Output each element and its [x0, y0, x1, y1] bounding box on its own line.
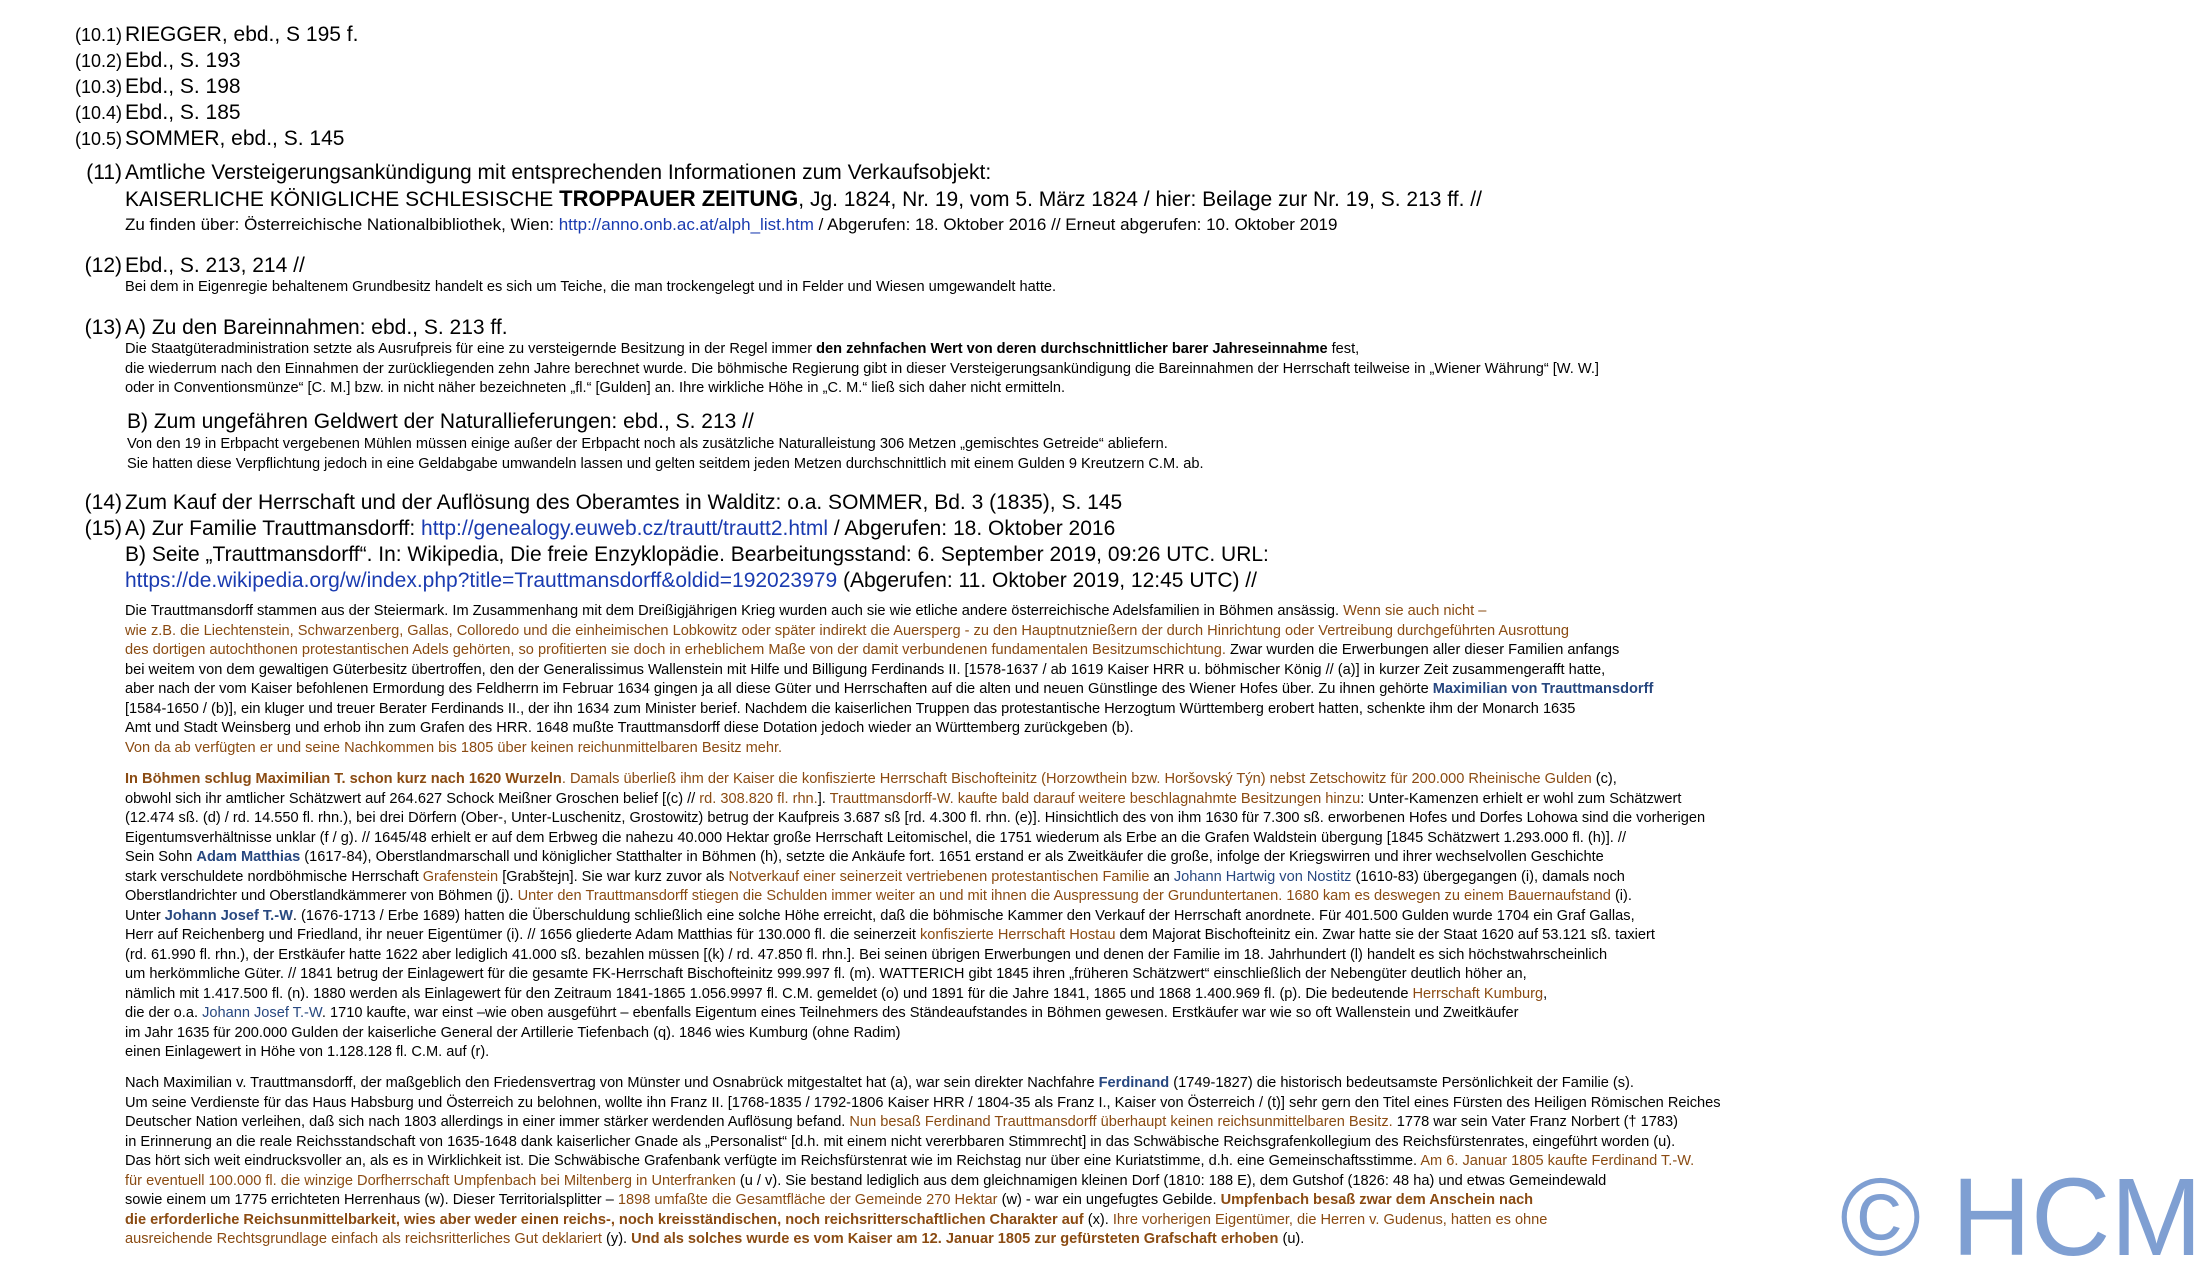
text-segment: Deutscher Nation verleihen, daß sich nach 1803 allerdings in einer immer stärker werdenden Auflösung befand.	[125, 1114, 850, 1130]
text-segment: Sein Sohn	[125, 849, 197, 865]
text-segment: ].	[817, 790, 830, 807]
text-segment: konfiszierte Herrschaft Hostau	[919, 927, 1116, 943]
text-segment: Notverkauf einer seinerzeit vertriebenen protestantischen Familie	[728, 868, 1150, 885]
text-segment: Nun besaß Ferdinand Trauttmansdorff überhaupt keinen reichsunmittelbaren Besitz.	[849, 1114, 1393, 1130]
footnote-13-a-line2: die wiederrum nach den Einnahmen der zurückliegenden zehn Jahre berechnet wurde. Die böhmische Regierung gibt in dieser Versteigerungsankündigung die Bareinnahmen der Herrschaft teilweise in „Wiener Währung“ [W. W.]	[125, 360, 1599, 377]
text-segment: im Jahr 1635 für 200.000 Gulden der kaiserliche General der Artillerie Tiefenbach (q). 1846 wies Kumburg (ohne Radim)	[125, 1024, 901, 1041]
text-segment: 1778 war sein Vater Franz Norbert († 1783)	[1392, 1114, 1678, 1130]
text-segment: Am 6. Januar 1805 kaufte Ferdinand T.-W.	[1420, 1153, 1695, 1169]
footnote-15-b1: B) Seite „Trauttmansdorff“. In: Wikipedia, Die freie Enzyklopädie. Bearbeitungsstand: 6. September 2019, 09:26 UTC. URL:	[125, 543, 1269, 566]
text-segment: Ihre vorherigen Eigentümer, die Herren v. Gudenus, hatten es ohne	[1112, 1211, 1548, 1228]
text-line	[125, 1094, 1721, 1114]
text-segment: Nach Maximilian v. Trauttmansdorff, der maßgeblich den Friedensvertrag von Münster und Osnabrück mitgestaltet hat (a), war sein direkter Nachfahre	[125, 1075, 1099, 1091]
text-segment: (y).	[601, 1231, 632, 1247]
text-line	[125, 1133, 1721, 1153]
footnote-11-line2: KAISERLICHE KÖNIGLICHE SCHLESISCHE TROPPAUER ZEITUNG, Jg. 1824, Nr. 19, vom 5. März 1824 / hier: Beilage zur Nr. 19, S. 213 ff. //	[125, 186, 1482, 211]
text-segment: Johann Josef T.-W	[164, 907, 293, 924]
footnote-number: (14)	[84, 491, 122, 514]
text-line	[125, 1172, 1721, 1192]
text-segment: Johann Hartwig von Nostitz	[1173, 868, 1352, 885]
text-segment: stark verschuldete nordböhmische Herrschaft	[125, 868, 423, 885]
text-line	[125, 809, 1705, 829]
text-segment: (u).	[1278, 1231, 1305, 1247]
text-segment: Ferdinand	[1098, 1075, 1170, 1091]
footnote-text: Ebd., S. 193	[125, 49, 241, 72]
footnote-text: RIEGGER, ebd., S 195 f.	[125, 23, 359, 46]
footnote-13-b-title: B) Zum ungefähren Geldwert der Naturallieferungen: ebd., S. 213 //	[127, 410, 754, 433]
text-line	[125, 622, 1653, 642]
footnote-number: (13)	[84, 316, 122, 339]
text-segment: Maximilian von Trauttmansdorff	[1432, 681, 1654, 697]
text-segment: Oberstlandrichter und Oberstlandkämmerer von Böhmen (j).	[125, 888, 518, 904]
text-segment: nämlich mit 1.417.500 fl. (n). 1880 werden als Einlagewert für den Zeitraum 1841-1865 1.056.9997 fl. C.M. gemeldet (o) und 1891 für die Jahre 1841, 1865 und 1868 1.400.969 fl. (p). Die bedeutende	[125, 985, 1413, 1002]
text-segment: . (1676-1713 / Erbe 1689) hatten die Überschuldung schließlich eine solche Höhe erreicht, daß die böhmische Kammer den Verkauf der Herrschaft anordnete. Für 401.500 Gulden wurde 1704 ein Graf Gallas,	[292, 907, 1635, 924]
text-segment: (1749-1827) die historisch bedeutsamste Persönlichkeit der Familie (s).	[1169, 1075, 1634, 1091]
text-segment: (12.474 sß. (d) / rd. 14.550 fl. rhn.), bei drei Dörfern (Ober-, Unter-Luschenitz, Grostowitz) betrug der Kaufpreis 3.687 sß [rd. 4.300 fl. rhn. (e)]. Hinsichtlich des von ihm 1630 für 7.300 sß. erworbenen Hofes und Dorfes Lohowa sind die vorherigen	[125, 810, 1706, 826]
text-segment: obwohl sich ihr amtlicher Schätzwert auf 264.627 Schock Meißner Groschen belief [(c) //	[125, 790, 700, 807]
genealogy-link[interactable]: http://genealogy.euweb.cz/trautt/trautt2.html	[421, 517, 829, 540]
footnote-13-a-line1: Die Staatgüteradministration setzte als Ausrufpreis für eine zu versteigernde Besitzung in der Regel immer den zehnfachen Wert von deren durchschnittlicher barer Jahreseinnahme fest,	[125, 341, 1360, 357]
text-segment: (w) - war ein ungefugtes Gebilde.	[997, 1192, 1221, 1208]
text-line	[125, 661, 1653, 681]
footnote-number: (10.1)	[74, 25, 122, 45]
text-segment: : Unter-Kamenzen erhielt er wohl zum Schätzwert	[1360, 790, 1682, 807]
footnote-13-a-title: A) Zu den Bareinnahmen: ebd., S. 213 ff.	[125, 316, 508, 339]
text-segment: um herkömmliche Güter. // 1841 betrug der Einlagewert für die gesamte FK-Herrschaft Bischofteinitz 999.997 fl. (m). WATTERICH gibt 1845 ihren „früheren Schätzwert“ einschließlich der Nebengüter deutlich höher an,	[125, 966, 1527, 982]
text-segment: (rd. 61.990 fl. rhn.), der Erstkäufer hatte 1622 aber lediglich 41.000 sß. bezahlen müssen [(k) / rd. 47.850 fl. rhn.]. Bei seinen übrigen Erwerbungen und denen der Familie im 18. Jahrhundert (l) handelt es sich höchstwahrscheinlich	[125, 946, 1608, 963]
text-line	[125, 790, 1705, 810]
footnote-text: SOMMER, ebd., S. 145	[125, 127, 345, 150]
text-segment: Johann Josef T.-W	[202, 1005, 322, 1021]
text-segment: . 1710 kaufte, war einst –wie oben ausgeführt – ebenfalls Eigentum eines Teilnehmers des Ständeaufstandes in Böhmen gewesen. Erstkäufer war wie so oft Wallenstein und Zweitkäufer	[321, 1005, 1519, 1021]
text-line	[125, 1113, 1721, 1133]
footnote-12-line2: Bei dem in Eigenregie behaltenem Grundbesitz handelt es sich um Teiche, die man trockengelegt und in Felder und Wiesen umgewandelt hatte.	[125, 279, 1057, 295]
footnote-number: (10.3)	[74, 77, 122, 97]
footnote-11-line1: Amtliche Versteigerungsankündigung mit entsprechenden Informationen zum Verkaufsobjekt:	[125, 161, 992, 184]
text-line	[125, 739, 1653, 759]
footnote-number: (10.2)	[74, 51, 122, 71]
text-segment: Das hört sich weit eindrucksvoller an, als es in Wirklichkeit ist. Die Schwäbische Grafenbank verfügte im Reichsfürstenrat wie im Reichstag nur über eine Kuriatstimme, d.h. eine Gemeinschaftsstimme.	[125, 1153, 1421, 1169]
text-segment: Umpfenbach besaß zwar dem Anschein nach	[1220, 1192, 1534, 1208]
newspaper-title: TROPPAUER ZEITUNG	[559, 186, 799, 211]
text-segment: dem Majorat Bischofteinitz ein. Zwar hatte sie der Staat 1620 auf 53.121 sß. taxiert	[1115, 927, 1655, 943]
footnote-15-b2: https://de.wikipedia.org/w/index.php?title=Trauttmansdorff&oldid=192023979 (Abgerufen: 11. Oktober 2019, 12:45 UTC) //	[125, 569, 1257, 592]
text-segment: Um seine Verdienste für das Haus Habsburg und Österreich zu belohnen, wollte ihn Franz II. [1768-1835 / 1792-1806 Kaiser HRR / 1804-35 als Franz I., Kaiser von Österreich / (t)] sehr gern den Titel eines Fürsten des Heiligen Römischen Reiches	[125, 1094, 1721, 1111]
text-segment: wie z.B. die Liechtenstein, Schwarzenberg, Gallas, Colloredo und die einheimischen Lobkowitz oder später indirekt die Auersperg - zu den Hauptnutznießern der durch Hinrichtung oder Vertreibung durchgeführten Ausrottung	[125, 622, 1570, 639]
footnote-15-a: A) Zur Familie Trauttmansdorff: http://genealogy.euweb.cz/trautt/trautt2.html / Abgerufen: 18. Oktober 2016	[125, 517, 1116, 540]
text-line	[125, 1191, 1721, 1211]
text-line	[125, 700, 1653, 720]
footnote-number: (10.5)	[74, 129, 122, 149]
text-line	[125, 1004, 1705, 1024]
paragraph-ferdinand	[125, 1074, 1721, 1250]
text-line	[125, 1230, 1721, 1250]
anno-onb-link[interactable]: http://anno.onb.ac.at/alph_list.htm	[558, 215, 814, 234]
text-segment: in Erinnerung an die reale Reichsstandschaft von 1635-1648 dank kaiserlicher Gnade als „Personalist“ [d.h. mit einem nicht vererbbaren Stimmrecht] in das Schwäbische Reichsgrafenkollegium des Reichsfürstenrates, eingeführt worden (u).	[125, 1133, 1676, 1150]
text-segment: (1610-83) übergegangen (i), damals noch	[1351, 868, 1625, 885]
text-line	[125, 680, 1653, 700]
footnote-11-line3: Zu finden über: Österreichische Nationalbibliothek, Wien: http://anno.onb.ac.at/alph_list.htm / Abgerufen: 18. Oktober 2016 // Erneut abgerufen: 10. Oktober 2019	[125, 215, 1338, 234]
text-segment: [1584-1650 / (b)], ein kluger und treuer Berater Ferdinands II., der ihn 1634 zum Minister berief. Nachdem die kaiserlichen Truppen das protestantische Herzogtum Württemberg erobert hatten, schenkte ihm der Monarch 1635	[125, 700, 1576, 717]
text-segment: (x).	[1083, 1211, 1113, 1228]
text-segment: Eigentumsverhältnisse unklar (f / g). // 1645/48 erhielt er auf dem Erbweg die nahezu 40.000 Hektar große Herrschaft Leitomischel, die 1751 wiederum als Erbe an die Grafen Waldstein übergung [1845 Schätzwert 1.293.000 fl. (h)]. //	[125, 829, 1626, 846]
text-segment: In Böhmen schlug Maximilian T. schon kurz nach 1620 Wurzeln	[125, 771, 562, 787]
text-line	[125, 1043, 1705, 1063]
text-segment: 1898 umfaßte die Gesamtfläche der Gemeinde 270 Hektar	[617, 1192, 998, 1208]
text-segment: Grafenstein	[422, 868, 499, 885]
footnote-number: (10.4)	[74, 103, 122, 123]
footnote-13-b-line1: Von den 19 in Erbpacht vergebenen Mühlen müssen einige außer der Erbpacht noch als zusätzliche Naturalleistung 306 Metzen „gemischtes Getreide“ abliefern.	[127, 436, 1168, 452]
text-segment: (1617-84), Oberstlandmarschall und königlicher Statthalter in Böhmen (h), setzte die Ankäufe fort. 1651 erstand er als Zweitkäufer die große, infolge der Kriegswirren und ihrer wechselvollen Geschichte	[300, 849, 1604, 865]
text-line	[125, 1024, 1705, 1044]
text-segment: (i).	[1610, 888, 1632, 904]
text-line	[125, 887, 1705, 907]
footnote-number: (11)	[86, 161, 122, 184]
text-segment: bei weitem von dem gewaltigen Güterbesitz übertroffen, den der Generalissimus Wallenstein mit Hilfe und Billigung Ferdinands II. [1578-1637 / ab 1619 Kaiser HRR u. böhmischer König // (a)] in kurzer Zeit zusammengerafft hatte,	[125, 661, 1606, 678]
footnote-13-a-line3: oder in Conventionsmünze“ [C. M.] bzw. in nicht näher bezeichneten „fl.“ [Gulden] an. Ihre wirkliche Höhe in „C. M.“ ließ sich daher nicht ermitteln.	[125, 380, 1066, 396]
text-segment: Unter den Trauttmansdorff stiegen die Schulden immer weiter an und mit ihnen die Auspressung der Grunduntertanen. 1680 kam es deswegen zu einem Bauernaufstand	[517, 888, 1611, 904]
footnote-14-text: Zum Kauf der Herrschaft und der Auflösung des Oberamtes in Walditz: o.a. SOMMER, Bd. 3 (1835), S. 145	[125, 491, 1123, 514]
text-line	[125, 1152, 1721, 1172]
footnote-12-line1: Ebd., S. 213, 214 //	[125, 254, 305, 277]
text-segment: Herrschaft Kumburg	[1412, 985, 1544, 1002]
text-line	[125, 1074, 1721, 1094]
text-line	[125, 641, 1653, 661]
footnote-text: Ebd., S. 198	[125, 75, 241, 98]
text-segment: rd. 308.820 fl. rhn.	[699, 790, 818, 807]
text-line	[125, 829, 1705, 849]
hcm-copyright-watermark: © HCM	[1840, 1156, 2203, 1279]
text-line	[125, 602, 1653, 622]
text-segment: Amt und Stadt Weinsberg und erhob ihn zum Grafen des HRR. 1648 mußte Trauttmansdorff diese Dotation jedoch wieder an Württemberg zurückgeben (b).	[125, 720, 1134, 736]
text-segment: ,	[1543, 985, 1548, 1002]
text-segment: (u / v). Sie bestand lediglich aus dem gleichnamigen kleinen Dorf (1810: 188 E), dem Gutshof (1826: 48 ha) und etwas Gemeindewald	[735, 1172, 1607, 1189]
footnote-text: Ebd., S. 185	[125, 101, 241, 124]
text-segment: aber nach der vom Kaiser befohlenen Ermordung des Feldherrn im Februar 1634 gingen ja all diese Güter und Herrschaften auf die alten und neuen Günstlinge des Wiener Hofes über. Zu ihnen gehörte	[125, 681, 1433, 697]
text-segment: Trauttmansdorff-W. kaufte bald darauf weitere beschlagnahmte Besitzungen hinzu	[829, 790, 1361, 807]
text-line	[125, 868, 1705, 888]
text-segment: Von da ab verfügten er und seine Nachkommen bis 1805 über keinen reichunmittelbaren Besitz mehr.	[125, 739, 783, 756]
text-segment: . Damals überließ ihm der Kaiser die konfiszierte Herrschaft Bischofteinitz (Horzowthein bzw. Horšovský Týn) nebst Zetschowitz für 200.000 Rheinische Gulden	[561, 771, 1592, 787]
text-segment: die erforderliche Reichsunmittelbarkeit, wies aber weder einen reichs-, noch kreisständischen, noch reichsritterschaftlichen Charakter auf	[125, 1211, 1084, 1228]
text-line	[125, 1211, 1721, 1231]
text-segment: Adam Matthias	[196, 849, 301, 865]
text-segment: [Grabštejn]. Sie war kurz zuvor als	[498, 868, 729, 885]
text-segment: an	[1149, 868, 1174, 885]
text-segment: Die Trauttmansdorff stammen aus der Steiermark. Im Zusammenhang mit dem Dreißigjährigen Krieg wurden auch sie wie etliche andere österreichische Adelsfamilien in Böhmen ansässig.	[125, 603, 1344, 619]
footnote-13-b-line2: Sie hatten diese Verpflichtung jedoch in eine Geldabgabe umwandeln lassen und gelten seitdem jeden Metzen durchschnittlich mit einem Gulden 9 Kreutzern C.M. ab.	[127, 455, 1204, 472]
text-segment: ausreichende Rechtsgrundlage einfach als reichsritterliches Gut deklariert	[125, 1231, 602, 1247]
text-line	[125, 719, 1653, 739]
text-segment: Wenn sie auch nicht –	[1343, 603, 1487, 619]
footnote-number: (15)	[84, 517, 122, 540]
text-segment: des dortigen autochthonen protestantischen Adels gehörten, so profitierten sie doch in erheblichem Maße von der damit verbundenen fundamentalen Besitzumschichtung.	[125, 642, 1226, 658]
text-segment: die der o.a.	[125, 1005, 203, 1021]
text-line	[125, 770, 1705, 790]
text-segment: Und als solches wurde es vom Kaiser am 12. Januar 1805 zur gefürsteten Grafschaft erhoben	[631, 1231, 1279, 1247]
text-line	[125, 965, 1705, 985]
text-segment: (c),	[1591, 771, 1617, 787]
text-line	[125, 848, 1705, 868]
footnote-number: (12)	[84, 254, 122, 277]
text-segment: für eventuell 100.000 fl. die winzige Dorfherrschaft Umpfenbach bei Miltenberg in Unterfranken	[125, 1172, 736, 1189]
text-line	[125, 907, 1705, 927]
paragraph-bohemia	[125, 770, 1705, 1063]
text-line	[125, 926, 1705, 946]
text-line	[125, 985, 1705, 1005]
text-segment: Zwar wurden die Erwerbungen aller dieser Familien anfangs	[1225, 642, 1620, 658]
text-segment: Unter	[125, 907, 165, 924]
text-segment: einen Einlagewert in Höhe von 1.128.128 fl. C.M. auf (r).	[125, 1044, 490, 1060]
paragraph-trauttmansdorff-origin	[125, 602, 1653, 758]
wikipedia-link[interactable]: https://de.wikipedia.org/w/index.php?title=Trauttmansdorff&oldid=192023979	[125, 569, 838, 592]
text-segment: sowie einem um 1775 errichteten Herrenhaus (w). Dieser Territorialsplitter –	[125, 1192, 618, 1208]
text-line	[125, 946, 1705, 966]
text-segment: Herr auf Reichenberg und Friedland, ihr neuer Eigentümer (i). // 1656 gliederte Adam Matthias für 130.000 fl. die seinerzeit	[125, 927, 920, 943]
